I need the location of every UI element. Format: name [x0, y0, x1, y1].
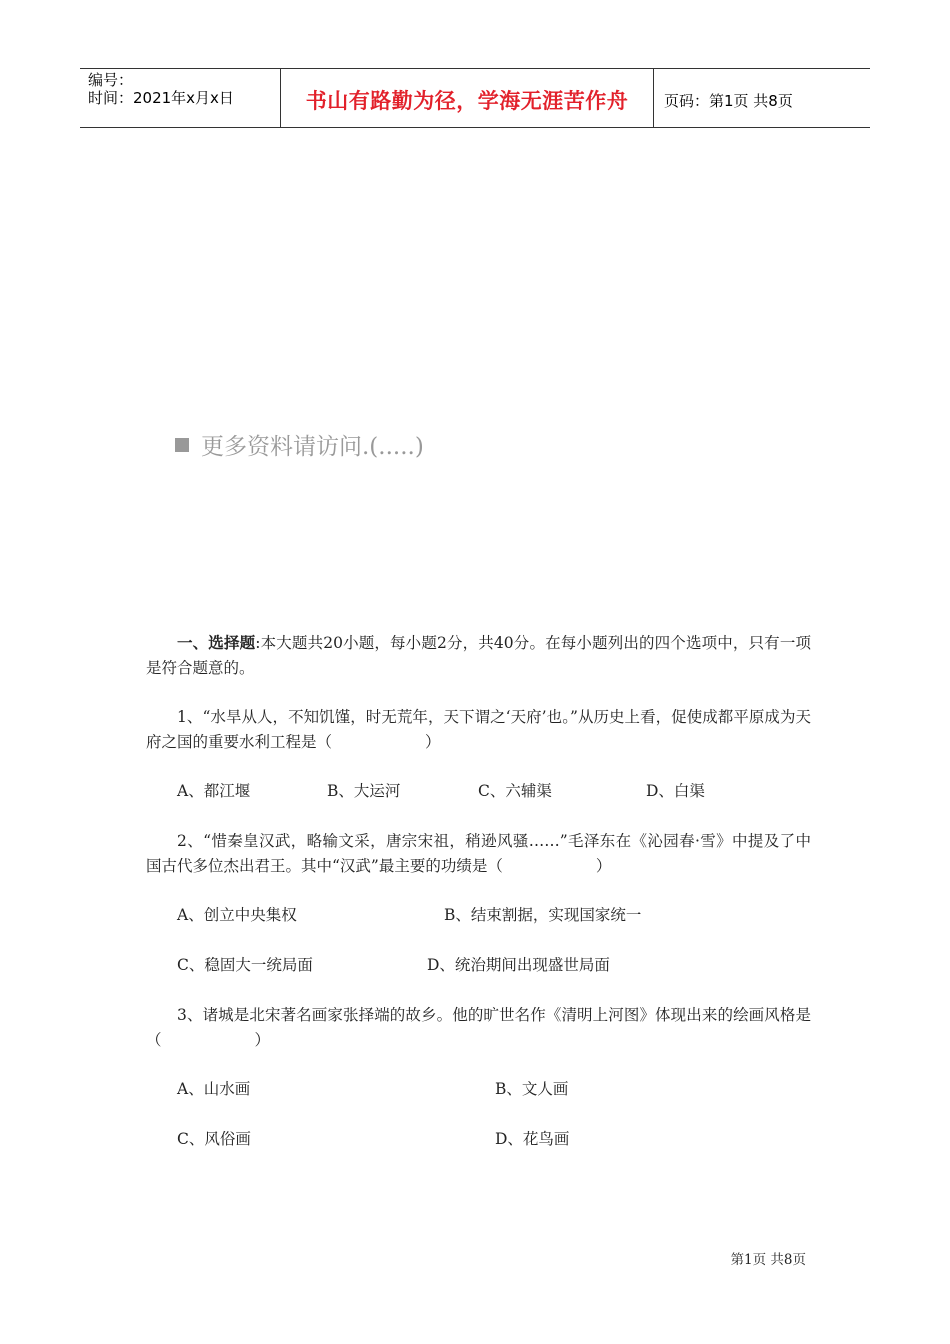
option-a: A、创立中央集权 [177, 906, 297, 924]
square-bullet-icon [175, 438, 189, 452]
option-d: D、白渠 [646, 782, 705, 800]
option-c: C、风俗画 [177, 1130, 251, 1148]
header-meta [80, 69, 281, 127]
ad-text: 更多资料请访问.(.....) [201, 434, 424, 460]
page-footer: 第1页 共8页 [730, 1252, 806, 1268]
option-b: B、文人画 [495, 1080, 569, 1098]
option-b: B、大运河 [327, 782, 401, 800]
option-a: A、都江堰 [177, 782, 251, 800]
option-c: C、稳固大一统局面 [177, 956, 313, 974]
option-c: C、六辅渠 [478, 782, 552, 800]
section-intro [146, 630, 811, 681]
question-3-options-row-1 [146, 1077, 811, 1102]
option-d: D、花鸟画 [495, 1130, 570, 1148]
option-b: B、结束割据，实现国家统一 [444, 906, 642, 924]
question-1-options [146, 779, 811, 804]
header-motto: 书山有路勤为径，学海无涯苦作舟 [281, 69, 654, 127]
question-2-options-row-2 [146, 953, 811, 978]
header-page-info: 页码：第1页 共8页 [664, 91, 793, 110]
question-2-options-row-1 [146, 903, 811, 928]
question-3-stem: 3、诸城是北宋著名画家张择端的故乡。他的旷世名作《清明上河图》体现出来的绘画风格是（ ） [146, 1006, 811, 1049]
question-1-stem: 1、“水旱从人，不知饥馑，时无荒年，天下谓之‘天府’也。”从历史上看，促使成都平原成为天府之国的重要水利工程是（ ） [146, 708, 811, 751]
question-2-stem: 2、“惜秦皇汉武，略输文采，唐宗宋祖，稍逊风骚……”毛泽东在《沁园春·雪》中提及了中国古代多位杰出君王。其中“汉武”最主要的功绩是（ ） [146, 832, 811, 875]
section-title: 一、选择题 [177, 633, 256, 652]
option-a: A、山水画 [177, 1080, 251, 1098]
number-label: 编号： [88, 71, 134, 89]
exam-content [146, 630, 811, 1177]
question-3-options-row-2 [146, 1127, 811, 1152]
option-d: D、统治期间出现盛世局面 [427, 956, 610, 974]
section-intro-text: :本大题共20小题，每小题2分，共40分。在每小题列出的四个选项中，只有一项是符合题意的。 [146, 634, 811, 677]
page-header [80, 68, 870, 128]
ad-link[interactable] [175, 428, 424, 461]
time-label: 时间：2021年x月x日 [88, 89, 234, 107]
